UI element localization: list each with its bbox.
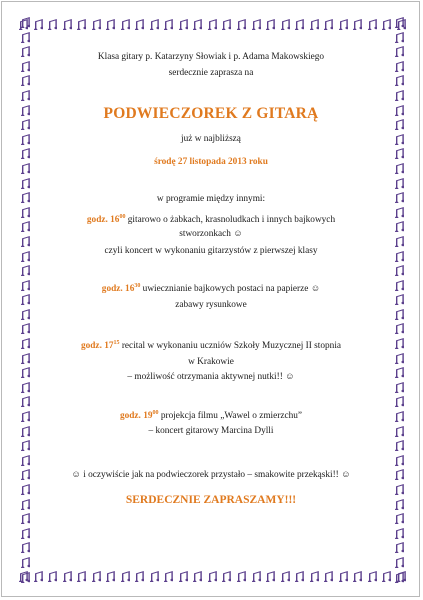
music-note-icon (394, 455, 404, 466)
music-note-icon (394, 309, 404, 320)
program-item (34, 340, 388, 384)
music-note-icon (20, 280, 30, 291)
music-note-icon (20, 192, 30, 203)
music-note-icon (20, 148, 30, 159)
program-text: projekcja filmu „Wawel o zmierzchu” (158, 410, 303, 421)
music-note-icon (47, 571, 57, 582)
music-note-icon (221, 571, 231, 582)
program-text: – koncert gitarowy Marcina Dylli (148, 426, 274, 436)
music-note-icon (381, 19, 391, 30)
music-note-icon (149, 19, 159, 30)
music-note-icon (394, 221, 404, 232)
music-note-icon (265, 571, 275, 582)
music-note-icon (20, 294, 30, 305)
music-note-icon (394, 265, 404, 276)
music-note-icon (20, 221, 30, 232)
music-note-icon (149, 571, 159, 582)
music-note-icon (394, 572, 404, 583)
program-intro: w programie między innymi: (156, 194, 266, 204)
music-note-icon (20, 119, 30, 130)
music-note-icon (20, 75, 30, 86)
music-note-icon (20, 90, 30, 101)
music-note-icon (280, 19, 290, 30)
music-note-icon (394, 163, 404, 174)
invitation-content (34, 36, 388, 508)
music-note-icon (62, 571, 72, 582)
music-note-icon (338, 571, 348, 582)
snack-line: ☺ i oczywiście jak na podwieczorek przystało – smakowite przekąski!! ☺ (71, 469, 351, 480)
music-note-icon (394, 513, 404, 524)
program-time: godz. $16^{00}$ (86, 213, 126, 225)
music-note-icon (394, 280, 404, 291)
music-note-icon (394, 75, 404, 86)
music-note-icon (394, 396, 404, 407)
music-note-icon (20, 207, 30, 218)
music-note-icon (394, 528, 404, 539)
music-note-icon (221, 19, 231, 30)
event-title: PODWIECZOREK Z GITARĄ (103, 105, 319, 122)
music-note-icon (20, 455, 30, 466)
music-note-icon (20, 46, 30, 57)
music-note-icon (394, 119, 404, 130)
music-note-icon (120, 571, 130, 582)
music-note-icon (323, 571, 333, 582)
music-note-icon (20, 542, 30, 553)
music-note-icon (236, 19, 246, 30)
music-note-icon (394, 294, 404, 305)
music-note-icon (192, 571, 202, 582)
music-note-icon (207, 571, 217, 582)
music-note-icon (20, 469, 30, 480)
program-item (34, 410, 388, 438)
music-note-icon (394, 484, 404, 495)
music-note-icon (381, 571, 391, 582)
music-note-icon (394, 148, 404, 159)
music-note-icon (20, 236, 30, 247)
music-note-icon (62, 19, 72, 30)
music-note-icon (47, 19, 57, 30)
music-note-icon (207, 19, 217, 30)
program-text: recital w wykonaniu uczniów Szkoły Muzycznej II stopnia (119, 341, 342, 351)
music-note-icon (20, 426, 30, 437)
music-note-icon (20, 353, 30, 364)
music-note-border-right (392, 17, 406, 583)
music-note-icon (20, 309, 30, 320)
music-note-icon (394, 236, 404, 247)
music-note-icon (394, 178, 404, 189)
music-note-icon (251, 571, 261, 582)
program-time: godz. $17^{15}$ (80, 340, 120, 351)
music-note-icon (309, 19, 319, 30)
music-note-icon (20, 323, 30, 334)
music-note-icon (394, 382, 404, 393)
music-note-border-left (18, 17, 32, 583)
music-note-icon (352, 19, 362, 30)
program-text: – możliwość otrzymania aktywnej nutki!! ☺ (127, 372, 295, 382)
music-note-icon (20, 32, 30, 43)
music-note-icon (20, 17, 30, 28)
music-note-icon (265, 19, 275, 30)
music-note-icon (20, 411, 30, 422)
program-item (34, 283, 388, 311)
music-note-icon (20, 338, 30, 349)
music-note-icon (394, 469, 404, 480)
music-note-icon (352, 571, 362, 582)
music-note-icon (134, 19, 144, 30)
music-note-icon (394, 90, 404, 101)
program-text: w Krakowie (188, 356, 234, 367)
music-note-icon (394, 426, 404, 437)
music-note-icon (251, 19, 261, 30)
music-note-icon (394, 105, 404, 116)
music-note-icon (33, 19, 43, 30)
closing-line: SERDECZNIE ZAPRASZAMY!!! (125, 494, 297, 506)
music-note-icon (20, 105, 30, 116)
music-note-icon (20, 557, 30, 568)
music-note-icon (394, 192, 404, 203)
program-text: uwiecznianie bajkowych postaci na papierze ☺ (140, 284, 321, 294)
music-note-icon (105, 19, 115, 30)
music-note-icon (394, 440, 404, 451)
music-note-icon (76, 571, 86, 582)
music-note-icon (394, 61, 404, 72)
music-note-icon (20, 134, 30, 145)
music-note-icon (367, 19, 377, 30)
music-note-icon (394, 17, 404, 28)
event-date: środę 27 listopada 2013 roku (154, 156, 268, 167)
music-note-icon (394, 557, 404, 568)
music-note-icon (394, 46, 404, 57)
music-note-icon (236, 571, 246, 582)
music-note-icon (394, 32, 404, 43)
music-note-icon (20, 528, 30, 539)
program-text: stworzonkach ☺ (179, 229, 243, 239)
music-note-icon (394, 338, 404, 349)
music-note-icon (178, 19, 188, 30)
music-note-icon (394, 207, 404, 218)
music-note-icon (394, 367, 404, 378)
program-time: godz. $16^{30}$ (101, 283, 141, 294)
music-note-icon (294, 19, 304, 30)
music-note-icon (394, 542, 404, 553)
music-note-icon (394, 411, 404, 422)
music-note-icon (309, 571, 319, 582)
music-note-icon (192, 19, 202, 30)
music-note-icon (338, 19, 348, 30)
music-note-icon (20, 440, 30, 451)
music-note-icon (163, 19, 173, 30)
music-note-icon (20, 265, 30, 276)
music-note-icon (20, 251, 30, 262)
music-note-icon (20, 396, 30, 407)
music-note-icon (33, 571, 43, 582)
program-time: godz. $19^{00}$ (119, 409, 159, 421)
music-note-icon (20, 513, 30, 524)
soon-line: już w najbliższą (181, 134, 241, 144)
music-note-icon (280, 571, 290, 582)
music-note-icon (134, 571, 144, 582)
music-note-icon (20, 572, 30, 583)
music-note-icon (367, 571, 377, 582)
music-note-icon (120, 19, 130, 30)
music-note-icon (20, 484, 30, 495)
music-note-icon (394, 499, 404, 510)
music-note-icon (91, 571, 101, 582)
music-note-border-bottom (18, 569, 406, 583)
program-text: zabawy rysunkowe (175, 299, 247, 310)
music-note-icon (20, 499, 30, 510)
music-note-icon (20, 163, 30, 174)
music-note-icon (91, 19, 101, 30)
program-item (34, 214, 388, 258)
music-note-icon (323, 19, 333, 30)
music-note-icon (294, 571, 304, 582)
music-note-icon (163, 571, 173, 582)
music-note-icon (76, 19, 86, 30)
music-note-icon (394, 134, 404, 145)
music-note-icon (20, 382, 30, 393)
music-note-icon (20, 61, 30, 72)
music-note-icon (394, 353, 404, 364)
program-text: czyli koncert w wykonaniu gitarzystów z pierwszej klasy (104, 245, 318, 256)
invites-line: serdecznie zaprasza na (168, 67, 254, 78)
music-note-icon (20, 367, 30, 378)
music-note-icon (105, 571, 115, 582)
music-note-icon (394, 251, 404, 262)
music-note-border-top (18, 17, 406, 31)
music-note-icon (178, 571, 188, 582)
host-line: Klasa gitary p. Katarzyny Słowiak i p. Adama Makowskiego (97, 52, 325, 62)
music-note-icon (20, 178, 30, 189)
music-note-icon (394, 323, 404, 334)
program-text: gitarowo o żabkach, krasnoludkach i innych bajkowych (125, 214, 336, 225)
